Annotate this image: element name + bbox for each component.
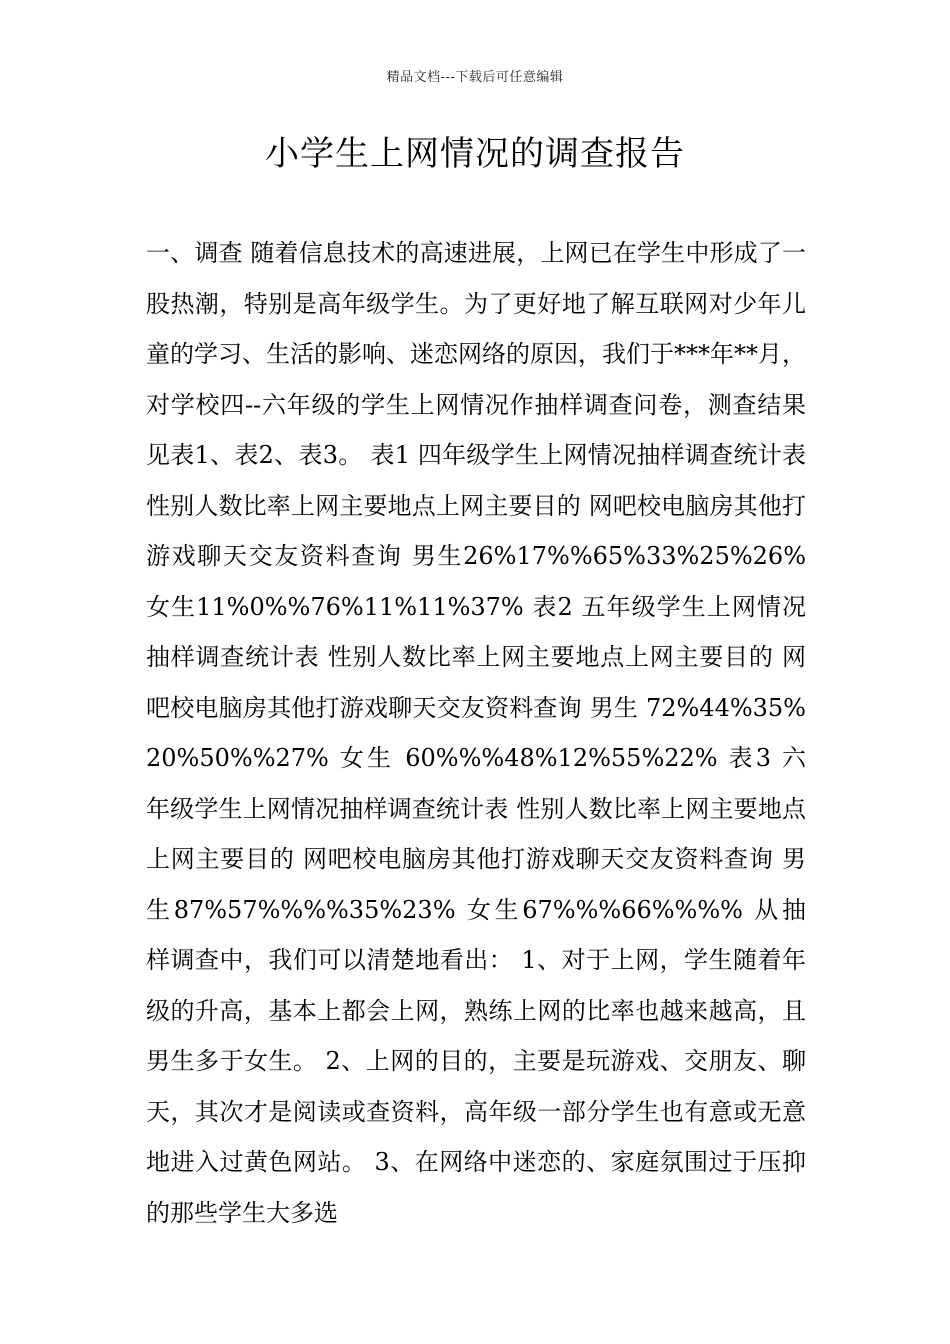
body-paragraph: 一、调查 随着信息技术的高速进展，上网已在学生中形成了一股热潮，特别是高年级学生。为了更好地了解互联网对少年儿童的学习、生活的影响、迷恋网络的原因，我们于***年**月，对学校四--六年级的学生上网情况作抽样调查问卷，测查结果见表1、表2、表3。 表1 四年级学生上网情况抽样调查统计表 性别人数比率上网主要地点上网主要目的 网吧校电脑房其他打游戏聊天交友资料查询 男生26%17%%65%33%25%26% 女生11%0%%76%11%11%37% 表2 五年级学生上网情况抽样调查统计表 性别人数比率上网主要地点上网主要目的 网吧校电脑房其他打游戏聊天交友资料查询 男生 72%44%35%20%50%%27% 女生 60%%%48%12%55%22% 表3 六年级学生上网情况抽样调查统计表 性别人数比率上网主要地点上网主要目的 网吧校电脑房其他打游戏聊天交友资料查询 男生87%57%%%%35%23% 女生67%%%66%%%% 从抽样调查中，我们可以清楚地看出： 1、对于上网，学生随着年级的升高，基本上都会上网，熟练上网的比率也越来越高，且男生多于女生。 2、上网的目的，主要是玩游戏、交朋友、聊天，其次才是阅读或查资料，高年级一部分学生也有意或无意地进入过黄色网站。 3、在网络中迷恋的、家庭氛围过于压抑的那些学生大多选 [146, 239, 806, 1227]
page-title: 小学生上网情况的调查报告 [265, 134, 685, 174]
header-note: 精品文档---下载后可任意编辑 [386, 70, 564, 85]
